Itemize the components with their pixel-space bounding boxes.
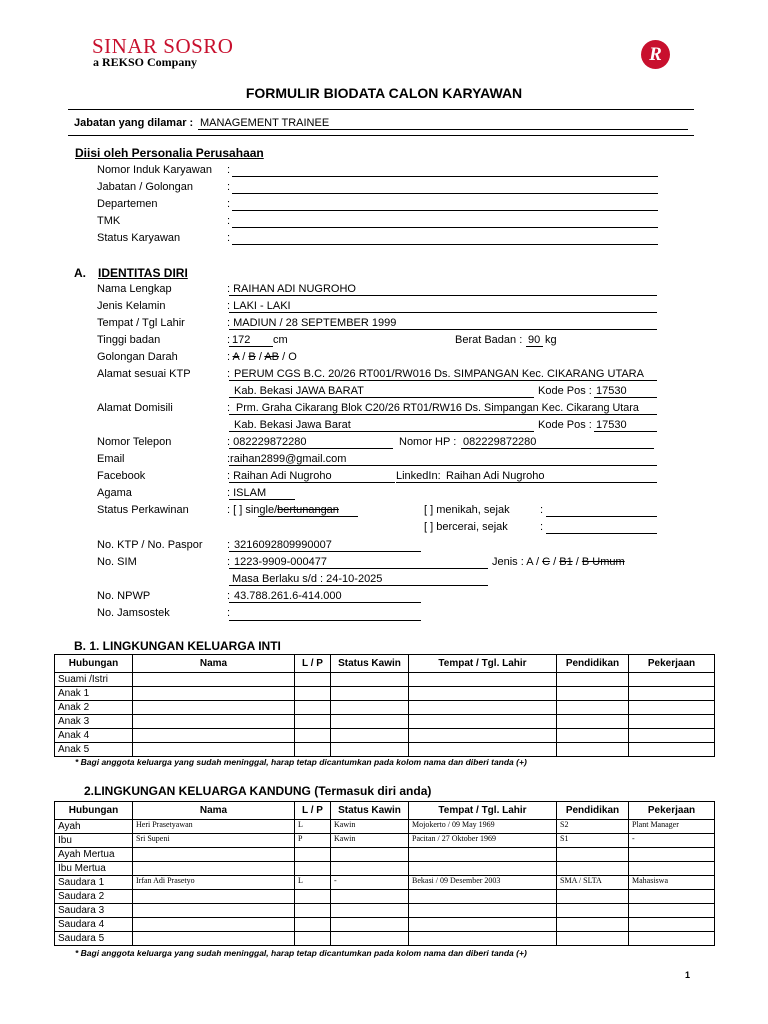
table-row (55, 932, 715, 946)
identity-letter: A. (74, 266, 86, 280)
sim-option-b1: B1 (559, 556, 573, 568)
tinggi-colon: : (227, 334, 231, 346)
bercerai-underline (546, 533, 657, 534)
sim-underline (229, 568, 488, 569)
table-cell[interactable]: Kawin (331, 820, 409, 834)
alamat-ktp-line1[interactable]: PERUM CGS B.C. 20/26 RT001/RW016 Ds. SIMPANGAN Kec. CIKARANG UTARA (234, 368, 644, 380)
row-label: Saudara 4 (55, 918, 133, 932)
table-cell[interactable] (331, 904, 409, 918)
sim-sep: / (572, 556, 582, 568)
table-cell[interactable] (629, 673, 715, 687)
table-cell[interactable] (331, 701, 409, 715)
column-header: Nama (133, 802, 295, 820)
alamat-domisili-underline2 (229, 431, 534, 432)
table-cell[interactable] (295, 848, 331, 862)
column-header: Pekerjaan (629, 655, 715, 673)
alamat-ktp-colon: : (227, 368, 231, 380)
berat-badan-field[interactable]: 90 (528, 334, 541, 346)
table-cell[interactable] (295, 743, 331, 757)
hr-field-input[interactable] (232, 176, 658, 177)
table-cell[interactable] (409, 729, 557, 743)
column-header: L / P (295, 655, 331, 673)
hr-field-input[interactable] (232, 244, 658, 245)
sim-jenis-label: Jenis : A / (492, 556, 543, 568)
table-cell[interactable] (629, 862, 715, 876)
table-cell[interactable] (409, 701, 557, 715)
table-cell[interactable] (629, 848, 715, 862)
table-row (55, 862, 715, 876)
jenis-kelamin-underline (229, 312, 657, 313)
sim-label: No. SIM (97, 556, 137, 568)
column-header: Hubungan (55, 655, 133, 673)
hr-field-input[interactable] (232, 210, 658, 211)
npwp-colon: : (227, 590, 231, 602)
family-kandung-table (54, 801, 715, 946)
column-header: Status Kawin (331, 802, 409, 820)
linkedin-label: LinkedIn: (396, 470, 441, 482)
table-cell[interactable] (557, 848, 629, 862)
npwp-label: No. NPWP (97, 590, 151, 602)
sim-jenis-field[interactable] (492, 556, 625, 568)
alamat-ktp-label: Alamat sesuai KTP (97, 368, 191, 380)
table-cell[interactable] (331, 890, 409, 904)
jenis-kelamin-field[interactable]: : LAKI - LAKI (227, 300, 291, 312)
table-cell[interactable] (331, 743, 409, 757)
table-cell[interactable] (629, 701, 715, 715)
hr-field-label: TMK (97, 215, 121, 227)
gd-option-ab: AB (264, 351, 280, 363)
tinggi-badan-label: Tinggi badan (97, 334, 161, 346)
table-cell[interactable] (295, 890, 331, 904)
ttl-underline (229, 329, 657, 330)
ktp-no-colon: : (227, 539, 231, 551)
table-cell[interactable] (629, 687, 715, 701)
email-label: Email (97, 453, 125, 465)
column-header: Nama (133, 655, 295, 673)
table-row (55, 904, 715, 918)
column-header: Pendidikan (557, 802, 629, 820)
row-label: Ibu Mertua (55, 862, 133, 876)
company-logo-text: SINAR SOSRO (92, 34, 234, 58)
jenis-kelamin-label: Jenis Kelamin (97, 300, 166, 312)
table-cell[interactable]: Mahasiswa (629, 876, 715, 890)
tinggi-unit: cm (273, 334, 288, 346)
position-label: Jabatan yang dilamar : (74, 117, 194, 129)
position-underline (198, 129, 688, 130)
table-cell[interactable] (295, 673, 331, 687)
sim-berlaku-field[interactable]: Masa Berlaku s/d : 24-10-2025 (232, 573, 383, 585)
agama-underline (229, 499, 295, 500)
table-cell[interactable] (133, 729, 295, 743)
table-cell[interactable]: SMA / SLTA (557, 876, 629, 890)
ktp-no-field[interactable]: 3216092809990007 (234, 539, 332, 551)
table-row (55, 820, 715, 834)
table-cell[interactable] (331, 715, 409, 729)
table-cell[interactable]: - (331, 876, 409, 890)
hr-field-label: Nomor Induk Karyawan (97, 164, 212, 176)
table-row (55, 918, 715, 932)
column-header: Status Kawin (331, 655, 409, 673)
email-field[interactable]: :raihan2899@gmail.com (227, 453, 347, 465)
hp-field[interactable]: 082229872280 (463, 436, 537, 448)
table-cell[interactable] (629, 904, 715, 918)
domisili-kodepos-field[interactable]: 17530 (596, 419, 627, 431)
ttl-field[interactable]: : MADIUN / 28 SEPTEMBER 1999 (227, 317, 397, 329)
position-value[interactable]: MANAGEMENT TRAINEE (200, 117, 330, 129)
table-cell[interactable] (557, 743, 629, 757)
table-cell[interactable]: Bekasi / 09 Desember 2003 (409, 876, 557, 890)
table-header-row (55, 655, 715, 673)
status-single-option[interactable] (227, 504, 339, 516)
status-underline (258, 516, 358, 517)
row-label: Saudara 1 (55, 876, 133, 890)
table-cell[interactable]: - (629, 834, 715, 848)
rekso-logo-icon: R (641, 40, 670, 69)
family-kandung-note: * Bagi anggota keluarga yang sudah meninggal, harap tetap dicantumkan pada kolom nama dan diberi tanda (+) (75, 948, 527, 958)
hr-field-input[interactable] (232, 227, 658, 228)
family-inti-note: * Bagi anggota keluarga yang sudah meninggal, harap tetap dicantumkan pada kolom nama dan diberi tanda (+) (75, 757, 527, 767)
row-label: Anak 4 (55, 729, 133, 743)
menikah-colon: : (540, 504, 544, 516)
table-cell[interactable] (133, 932, 295, 946)
row-label: Saudara 2 (55, 890, 133, 904)
table-cell[interactable]: Sri Supeni (133, 834, 295, 848)
table-row (55, 673, 715, 687)
table-cell[interactable] (409, 743, 557, 757)
status-bercerai-option[interactable]: [ ] bercerai, sejak (424, 521, 508, 533)
table-cell[interactable] (133, 890, 295, 904)
ktp-no-underline (229, 551, 421, 552)
email-underline (229, 465, 657, 466)
table-cell[interactable] (409, 862, 557, 876)
sim-option-b-umum: B Umum (581, 556, 625, 568)
table-cell[interactable] (557, 701, 629, 715)
hr-field-colon: : (227, 164, 231, 176)
alamat-domisili-line2[interactable]: Kab. Bekasi Jawa Barat (234, 419, 351, 431)
npwp-underline (229, 602, 421, 603)
table-cell[interactable] (409, 904, 557, 918)
kodepos-label: Kode Pos : (538, 419, 592, 431)
npwp-field[interactable]: 43.788.261.6-414.000 (234, 590, 342, 602)
table-cell[interactable]: Mojokerto / 09 May 1969 (409, 820, 557, 834)
berat-badan-label: Berat Badan : (455, 334, 523, 346)
row-label: Saudara 5 (55, 932, 133, 946)
alamat-domisili-colon: : (227, 402, 231, 414)
column-header: Hubungan (55, 802, 133, 820)
table-cell[interactable] (557, 932, 629, 946)
table-cell[interactable]: Heri Prasetyawan (133, 820, 295, 834)
hr-field-input[interactable] (232, 193, 658, 194)
table-cell[interactable] (629, 890, 715, 904)
table-cell[interactable] (557, 890, 629, 904)
hr-field-label: Departemen (97, 198, 158, 210)
table-cell[interactable]: Plant Manager (629, 820, 715, 834)
column-header: L / P (295, 802, 331, 820)
row-label: Anak 1 (55, 687, 133, 701)
table-row (55, 729, 715, 743)
ttl-label: Tempat / Tgl Lahir (97, 317, 185, 329)
domisili-kodepos-underline (594, 431, 657, 432)
table-cell[interactable] (629, 743, 715, 757)
table-cell[interactable]: Irfan Adi Prasetyo (133, 876, 295, 890)
gd-option-o: O (288, 351, 297, 363)
table-cell[interactable]: Kawin (331, 834, 409, 848)
column-header: Tempat / Tgl. Lahir (409, 802, 557, 820)
ktp-kodepos-field[interactable]: 17530 (596, 385, 627, 397)
table-cell[interactable] (557, 862, 629, 876)
row-label: Ayah Mertua (55, 848, 133, 862)
table-row (55, 890, 715, 904)
tinggi-underline (229, 346, 273, 347)
linkedin-field[interactable]: Raihan Adi Nugroho (446, 470, 545, 482)
row-label: Anak 2 (55, 701, 133, 715)
table-cell[interactable] (133, 687, 295, 701)
table-cell[interactable] (331, 932, 409, 946)
gd-option-b: B (248, 351, 256, 363)
table-cell[interactable] (331, 918, 409, 932)
agama-field[interactable]: : ISLAM (227, 487, 267, 499)
table-cell[interactable] (557, 715, 629, 729)
table-cell[interactable] (295, 701, 331, 715)
kodepos-label: Kode Pos : (538, 385, 592, 397)
facebook-field[interactable]: : Raihan Adi Nugroho (227, 470, 332, 482)
table-cell[interactable] (133, 701, 295, 715)
table-cell[interactable] (409, 932, 557, 946)
facebook-underline (229, 482, 395, 483)
table-header-row (55, 802, 715, 820)
table-cell[interactable] (295, 687, 331, 701)
hr-field-colon: : (227, 215, 231, 227)
telepon-underline (229, 448, 393, 449)
column-header: Pekerjaan (629, 802, 715, 820)
section-divider (68, 135, 694, 136)
table-cell[interactable]: S1 (557, 834, 629, 848)
table-cell[interactable] (295, 715, 331, 729)
table-cell[interactable] (295, 862, 331, 876)
table-cell[interactable] (295, 729, 331, 743)
table-cell[interactable] (557, 729, 629, 743)
alamat-domisili-line1[interactable]: Prm. Graha Cikarang Blok C20/26 RT01/RW16 Ds. Simpangan Kec. Cikarang Utara (236, 402, 639, 414)
nama-underline (229, 295, 657, 296)
row-label: Ayah (55, 820, 133, 834)
table-cell[interactable] (557, 673, 629, 687)
ktp-kodepos-underline (594, 397, 657, 398)
gd-option-a: A (232, 351, 240, 363)
table-cell[interactable]: Pacitan / 27 Oktober 1969 (409, 834, 557, 848)
table-cell[interactable]: L (295, 820, 331, 834)
jamsostek-colon: : (227, 607, 231, 619)
table-cell[interactable] (295, 932, 331, 946)
nama-label: Nama Lengkap (97, 283, 172, 295)
linkedin-underline (396, 482, 657, 483)
jamsostek-underline (229, 620, 421, 621)
table-row (55, 743, 715, 757)
hr-field-colon: : (227, 198, 231, 210)
form-title: FORMULIR BIODATA CALON KARYAWAN (245, 85, 523, 101)
table-cell[interactable] (409, 848, 557, 862)
table-cell[interactable] (629, 918, 715, 932)
table-cell[interactable]: S2 (557, 820, 629, 834)
table-cell[interactable] (557, 918, 629, 932)
hr-field-label: Status Karyawan (97, 232, 181, 244)
table-cell[interactable] (409, 918, 557, 932)
company-subtitle: a REKSO Company (93, 55, 198, 69)
column-header: Pendidikan (557, 655, 629, 673)
berat-underline (526, 346, 543, 347)
sim-colon: : (227, 556, 231, 568)
alamat-domisili-label: Alamat Domisili (97, 402, 173, 414)
jamsostek-label: No. Jamsostek (97, 607, 170, 619)
table-cell[interactable] (629, 932, 715, 946)
table-row (55, 848, 715, 862)
family-inti-table (54, 654, 715, 757)
table-cell[interactable] (331, 862, 409, 876)
table-cell[interactable] (295, 918, 331, 932)
table-cell[interactable] (295, 904, 331, 918)
row-label: Anak 3 (55, 715, 133, 729)
table-cell[interactable] (409, 890, 557, 904)
table-cell[interactable] (409, 687, 557, 701)
table-row (55, 876, 715, 890)
gd-sep: / (279, 351, 289, 363)
status-single-text: : [ ] single/ (227, 504, 278, 516)
table-row (55, 715, 715, 729)
table-cell[interactable] (629, 715, 715, 729)
table-cell[interactable] (133, 918, 295, 932)
family-kandung-heading: 2.LINGKUNGAN KELUARGA KANDUNG (Termasuk diri anda) (84, 784, 432, 798)
sim-sep: / (550, 556, 560, 568)
table-row (55, 834, 715, 848)
table-cell[interactable] (331, 673, 409, 687)
table-cell[interactable] (133, 862, 295, 876)
gd-sep: / (255, 351, 265, 363)
tinggi-badan-field[interactable]: 172 (232, 334, 251, 346)
identity-heading: IDENTITAS DIRI (98, 266, 188, 280)
table-cell[interactable] (133, 904, 295, 918)
status-perkawinan-label: Status Perkawinan (97, 504, 189, 516)
table-cell[interactable]: L (295, 876, 331, 890)
page-number: 1 (684, 970, 690, 980)
table-cell[interactable] (331, 687, 409, 701)
row-label: Suami /Istri (55, 673, 133, 687)
row-label: Anak 5 (55, 743, 133, 757)
table-cell[interactable] (133, 743, 295, 757)
telepon-field[interactable]: : 082229872280 (227, 436, 307, 448)
telepon-label: Nomor Telepon (97, 436, 172, 448)
hr-field-colon: : (227, 181, 231, 193)
title-divider (68, 109, 694, 110)
hr-field-label: Jabatan / Golongan (97, 181, 194, 193)
status-bertunangan-text: bertunangan (277, 504, 339, 516)
table-cell[interactable] (133, 848, 295, 862)
table-cell[interactable] (331, 848, 409, 862)
alamat-domisili-underline1 (229, 414, 657, 415)
table-cell[interactable] (557, 904, 629, 918)
berat-unit: kg (545, 334, 557, 346)
golongan-darah-label: Golongan Darah (97, 351, 178, 363)
nama-field[interactable]: : RAIHAN ADI NUGROHO (227, 283, 356, 295)
facebook-label: Facebook (97, 470, 146, 482)
ktp-no-label: No. KTP / No. Paspor (97, 539, 203, 551)
alamat-ktp-underline2 (229, 397, 534, 398)
row-label: Ibu (55, 834, 133, 848)
table-cell[interactable] (133, 673, 295, 687)
sim-berlaku-underline (229, 585, 488, 586)
table-row (55, 701, 715, 715)
table-cell[interactable] (409, 715, 557, 729)
column-header: Tempat / Tgl. Lahir (409, 655, 557, 673)
table-cell[interactable] (133, 715, 295, 729)
table-cell[interactable] (557, 687, 629, 701)
bercerai-colon: : (540, 521, 544, 533)
row-label: Saudara 3 (55, 904, 133, 918)
gd-colon: : (227, 351, 231, 363)
table-cell[interactable]: P (295, 834, 331, 848)
table-cell[interactable] (331, 729, 409, 743)
table-cell[interactable] (409, 673, 557, 687)
family-inti-heading: B. 1. LINGKUNGAN KELUARGA INTI (74, 639, 281, 653)
status-menikah-option[interactable]: [ ] menikah, sejak (424, 504, 510, 516)
gd-sep: / (239, 351, 249, 363)
alamat-ktp-line2[interactable]: Kab. Bekasi JAWA BARAT (234, 385, 364, 397)
hr-field-colon: : (227, 232, 231, 244)
table-cell[interactable] (629, 729, 715, 743)
sim-no-field[interactable]: 1223-9909-000477 (234, 556, 327, 568)
sim-option-c: C (542, 556, 551, 568)
hp-underline (461, 448, 654, 449)
hr-section-heading: Diisi oleh Personalia Perusahaan (75, 146, 264, 160)
alamat-ktp-underline1 (229, 380, 657, 381)
agama-label: Agama (97, 487, 132, 499)
menikah-underline (546, 516, 657, 517)
table-row (55, 687, 715, 701)
golongan-darah-field[interactable] (227, 351, 297, 363)
hp-label: Nomor HP : (399, 436, 457, 448)
